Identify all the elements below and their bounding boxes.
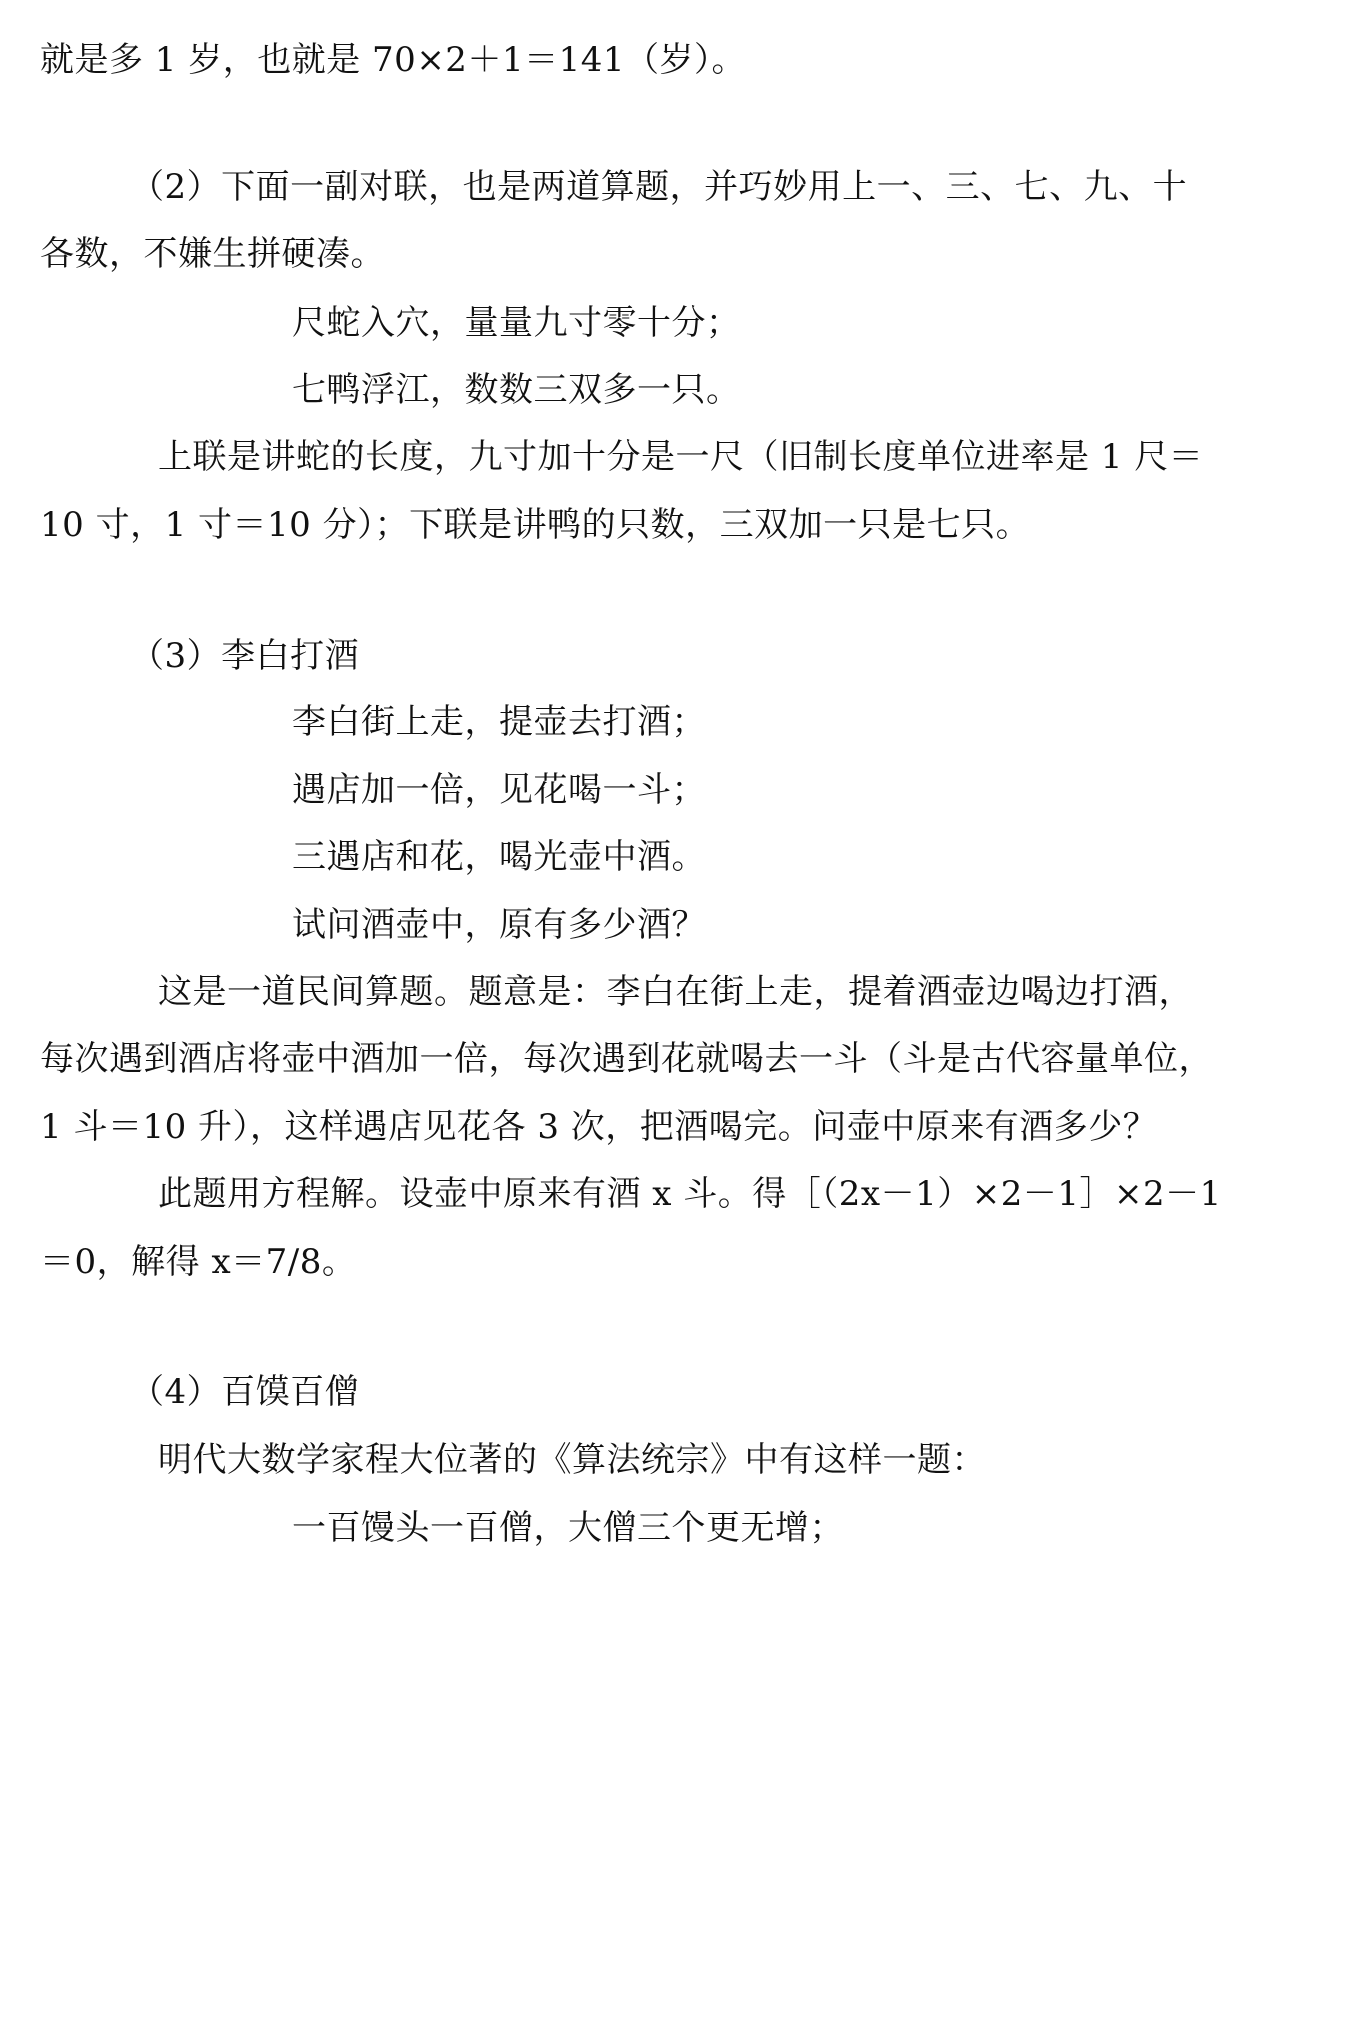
paragraph-line: 这是一道民间算题。题意是：李白在街上走，提着酒壶边喝边打酒，	[158, 972, 1193, 1012]
poem-line: 李白街上走，提壶去打酒；	[292, 702, 706, 742]
paragraph-line: ＝0，解得 x＝7/8。	[40, 1242, 357, 1282]
section-heading: （4）百馍百僧	[130, 1372, 360, 1412]
poem-line: 三遇店和花，喝光壶中酒。	[292, 837, 706, 877]
poem-line: 遇店加一倍，见花喝一斗；	[292, 770, 706, 810]
paragraph-line: 10 寸，1 寸＝10 分）；下联是讲鸭的只数，三双加一只是七只。	[40, 505, 1031, 545]
poem-line: 试问酒壶中，原有多少酒？	[292, 905, 706, 945]
couplet-line: 尺蛇入穴，量量九寸零十分；	[292, 303, 741, 343]
paragraph-line: 此题用方程解。设壶中原来有酒 x 斗。得［（2x－1）×2－1］×2－1	[158, 1174, 1222, 1214]
couplet-line: 七鸭浮江，数数三双多一只。	[292, 370, 741, 410]
section-heading: （3）李白打酒	[130, 636, 360, 676]
paragraph-line: 明代大数学家程大位著的《算法统宗》中有这样一题：	[158, 1440, 986, 1480]
paragraph-line: 每次遇到酒店将壶中酒加一倍，每次遇到花就喝去一斗（斗是古代容量单位，	[40, 1039, 1213, 1079]
paragraph-line: 各数，不嫌生拼硬凑。	[40, 234, 385, 274]
paragraph-line: （2）下面一副对联，也是两道算题，并巧妙用上一、三、七、九、十	[130, 167, 1188, 207]
paragraph-line: 就是多 1 岁，也就是 70×2＋1＝141（岁）。	[40, 40, 746, 80]
paragraph-line: 上联是讲蛇的长度，九寸加十分是一尺（旧制长度单位进率是 1 尺＝	[158, 437, 1204, 477]
paragraph-line: 1 斗＝10 升），这样遇店见花各 3 次，把酒喝完。问壶中原来有酒多少？	[40, 1107, 1158, 1147]
poem-line: 一百馒头一百僧，大僧三个更无增；	[292, 1508, 844, 1548]
